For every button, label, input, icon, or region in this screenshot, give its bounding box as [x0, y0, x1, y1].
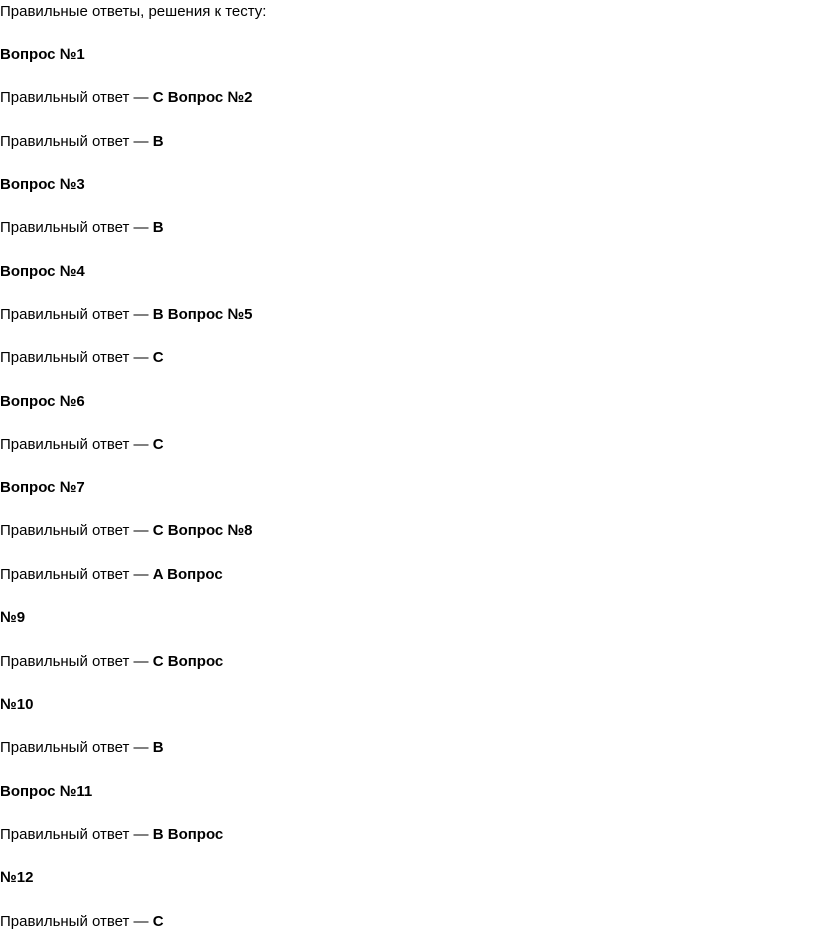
answer-prefix: Правильный ответ — — [0, 219, 153, 236]
answer-value: C — [152, 653, 164, 670]
answer-value: B — [152, 739, 164, 756]
answer-line — [0, 435, 164, 455]
question-heading: Вопрос №11 — [0, 783, 93, 800]
next-question-label: Вопрос — [163, 826, 224, 843]
answer-value: B — [152, 826, 164, 843]
answer-prefix: Правильный ответ — — [0, 306, 153, 323]
answer-prefix: Правильный ответ — — [0, 522, 153, 539]
answer-line — [0, 652, 223, 672]
answer-prefix: Правильный ответ — — [0, 653, 153, 670]
answer-value: B — [152, 219, 164, 236]
question-heading: Вопрос №1 — [0, 46, 85, 63]
next-question-label: Вопрос — [163, 653, 224, 670]
question-heading: Вопрос №3 — [0, 176, 85, 193]
answer-prefix: Правильный ответ — — [0, 133, 153, 150]
answer-line — [0, 565, 223, 585]
answer-line — [0, 912, 164, 932]
answer-line — [0, 305, 253, 325]
answer-value: A — [152, 566, 164, 583]
answer-prefix: Правильный ответ — — [0, 349, 153, 366]
answer-prefix: Правильный ответ — — [0, 89, 153, 106]
question-heading: Вопрос №7 — [0, 479, 85, 496]
next-question-label: Вопрос №2 — [163, 89, 253, 106]
answer-value: C — [152, 913, 164, 930]
next-question-label: Вопрос №8 — [163, 522, 253, 539]
answer-prefix: Правильный ответ — — [0, 913, 153, 930]
next-question-label: Вопрос №5 — [163, 306, 253, 323]
question-heading: №10 — [0, 696, 34, 713]
answer-prefix: Правильный ответ — — [0, 739, 153, 756]
answer-line — [0, 521, 253, 541]
answer-line — [0, 218, 164, 238]
next-question-label: Вопрос — [163, 566, 223, 583]
answer-prefix: Правильный ответ — — [0, 436, 153, 453]
answer-prefix: Правильный ответ — — [0, 826, 153, 843]
answer-value: C — [152, 349, 164, 366]
answer-prefix: Правильный ответ — — [0, 566, 153, 583]
question-heading: Вопрос №6 — [0, 393, 85, 410]
intro-text: Правильные ответы, решения к тесту: — [0, 3, 267, 20]
question-heading: №12 — [0, 869, 34, 886]
answer-value: B — [152, 306, 164, 323]
answer-line — [0, 88, 253, 108]
answer-value: C — [152, 89, 164, 106]
answer-line — [0, 348, 164, 368]
answer-line — [0, 132, 164, 152]
answer-value: C — [152, 522, 164, 539]
answer-line — [0, 738, 164, 758]
question-heading: №9 — [0, 609, 26, 626]
answer-line — [0, 825, 223, 845]
answer-value: C — [152, 436, 164, 453]
question-heading: Вопрос №4 — [0, 263, 85, 280]
answer-value: B — [152, 133, 164, 150]
